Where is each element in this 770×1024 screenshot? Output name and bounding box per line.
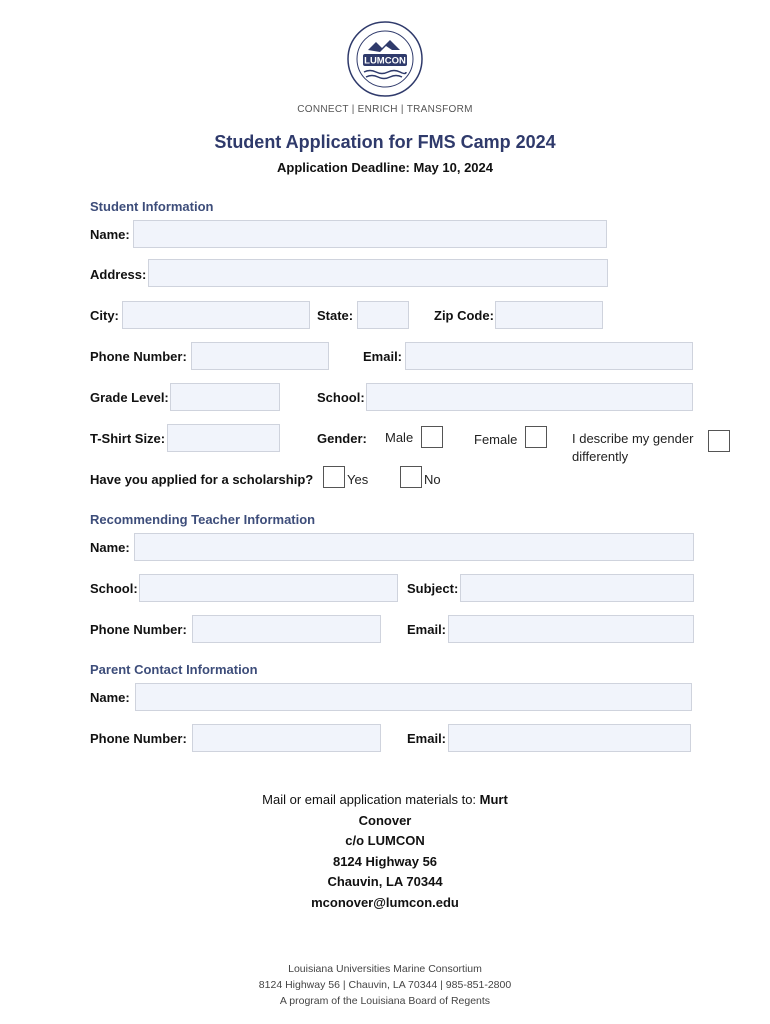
teacher-phone-label: Phone Number:: [90, 622, 187, 637]
student-state-input[interactable]: [357, 301, 409, 329]
gender-other-label-line1: I describe my gender: [572, 431, 694, 446]
mailing-intro-line: [0, 792, 770, 807]
student-email-input[interactable]: [405, 342, 693, 370]
student-city-label: City:: [90, 308, 119, 323]
student-name-label: Name:: [90, 227, 130, 242]
gender-other-label-line2: differently: [572, 449, 629, 464]
student-city-input[interactable]: [122, 301, 310, 329]
student-phone-input[interactable]: [191, 342, 329, 370]
application-deadline: Application Deadline: May 10, 2024: [276, 160, 494, 175]
teacher-email-label: Email:: [407, 622, 447, 637]
mailing-email: mconover@lumcon.edu: [311, 895, 459, 910]
student-school-input[interactable]: [366, 383, 693, 411]
student-info-heading: Student Information: [90, 199, 214, 214]
parent-info-heading: Parent Contact Information: [90, 662, 258, 677]
gender-other-checkbox[interactable]: [708, 430, 730, 452]
student-address-input[interactable]: [148, 259, 608, 287]
gender-female-label: Female: [474, 432, 518, 447]
parent-name-input[interactable]: [135, 683, 692, 711]
scholarship-label: Have you applied for a scholarship?: [90, 472, 314, 487]
tagline: CONNECT | ENRICH | TRANSFORM: [297, 104, 473, 115]
student-zip-label: Zip Code:: [434, 308, 494, 323]
parent-email-input[interactable]: [448, 724, 691, 752]
teacher-email-input[interactable]: [448, 615, 694, 643]
student-name-input[interactable]: [133, 220, 607, 248]
student-zip-input[interactable]: [495, 301, 603, 329]
footer-org-name: Louisiana Universities Marine Consortium: [288, 963, 482, 975]
student-grade-input[interactable]: [170, 383, 280, 411]
student-phone-label: Phone Number:: [90, 349, 187, 364]
footer-board: A program of the Louisiana Board of Regents: [279, 995, 491, 1007]
mailing-recipient-first: Murt: [479, 792, 508, 807]
student-tshirt-input[interactable]: [167, 424, 280, 452]
gender-male-label: Male: [385, 430, 414, 445]
student-email-label: Email:: [363, 349, 403, 364]
student-school-label: School:: [317, 390, 365, 405]
mailing-care-of: c/o LUMCON: [345, 833, 425, 848]
mailing-city: Chauvin, LA 70344: [327, 874, 443, 889]
gender-male-checkbox[interactable]: [421, 426, 443, 448]
svg-text:LUMCON: LUMCON: [364, 55, 406, 67]
scholarship-no-checkbox[interactable]: [400, 466, 422, 488]
teacher-phone-input[interactable]: [192, 615, 381, 643]
lumcon-logo: [346, 20, 424, 98]
mailing-street: 8124 Highway 56: [332, 854, 438, 869]
student-state-label: State:: [317, 308, 354, 323]
scholarship-yes-checkbox[interactable]: [323, 466, 345, 488]
mailing-intro: Mail or email application materials to:: [262, 792, 480, 807]
parent-email-label: Email:: [407, 731, 447, 746]
teacher-school-label: School:: [90, 581, 138, 596]
student-address-label: Address:: [90, 267, 147, 282]
parent-name-label: Name:: [90, 690, 130, 705]
teacher-subject-input[interactable]: [460, 574, 694, 602]
gender-female-checkbox[interactable]: [525, 426, 547, 448]
student-grade-label: Grade Level:: [90, 390, 169, 405]
footer-address: 8124 Highway 56 | Chauvin, LA 70344 | 985-851-2800: [258, 979, 512, 991]
mailing-recipient-last: Conover: [358, 813, 412, 828]
parent-phone-input[interactable]: [192, 724, 381, 752]
student-tshirt-label: T-Shirt Size:: [90, 431, 166, 446]
teacher-info-heading: Recommending Teacher Information: [90, 512, 316, 527]
student-gender-label: Gender:: [317, 431, 367, 446]
scholarship-no-label: No: [424, 472, 441, 487]
page-title: Student Application for FMS Camp 2024: [214, 132, 556, 152]
teacher-name-label: Name:: [90, 540, 130, 555]
parent-phone-label: Phone Number:: [90, 731, 187, 746]
teacher-school-input[interactable]: [139, 574, 398, 602]
teacher-name-input[interactable]: [134, 533, 694, 561]
teacher-subject-label: Subject:: [407, 581, 459, 596]
scholarship-yes-label: Yes: [347, 472, 369, 487]
